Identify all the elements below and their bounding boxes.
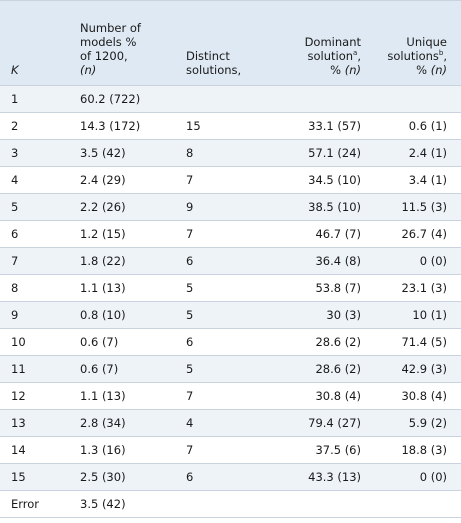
cell-models: 3.5 (42) — [66, 140, 166, 167]
cell-models: 1.3 (16) — [66, 437, 166, 464]
cell-k: 1 — [0, 86, 66, 113]
cell-k: Error — [0, 491, 66, 518]
cell-models: 60.2 (722) — [66, 86, 166, 113]
cell-unique: 71.4 (5) — [367, 329, 461, 356]
cell-k: 14 — [0, 437, 66, 464]
table-row — [0, 491, 461, 518]
cell-unique: 0.6 (1) — [367, 113, 461, 140]
cell-unique: 5.9 (2) — [367, 410, 461, 437]
cell-k: 15 — [0, 464, 66, 491]
table-row — [0, 113, 461, 140]
cell-distinct: 7 — [166, 383, 262, 410]
cell-k: 2 — [0, 113, 66, 140]
cell-dominant: 28.6 (2) — [262, 329, 367, 356]
cell-distinct: 8 — [166, 140, 262, 167]
cell-dominant: 28.6 (2) — [262, 356, 367, 383]
cell-models: 1.8 (22) — [66, 248, 166, 275]
cell-dominant: 53.8 (7) — [262, 275, 367, 302]
cell-distinct: 6 — [166, 464, 262, 491]
cell-unique: 11.5 (3) — [367, 194, 461, 221]
cell-models: 0.6 (7) — [66, 329, 166, 356]
table-row — [0, 194, 461, 221]
cell-dominant: 43.3 (13) — [262, 464, 367, 491]
cell-unique — [367, 491, 461, 518]
cell-unique: 18.8 (3) — [367, 437, 461, 464]
cell-unique: 2.4 (1) — [367, 140, 461, 167]
table-row — [0, 356, 461, 383]
cell-unique: 42.9 (3) — [367, 356, 461, 383]
cell-unique: 0 (0) — [367, 464, 461, 491]
cell-dominant: 38.5 (10) — [262, 194, 367, 221]
cell-models: 14.3 (172) — [66, 113, 166, 140]
cell-k: 11 — [0, 356, 66, 383]
table-row — [0, 140, 461, 167]
table-row — [0, 275, 461, 302]
cell-k: 3 — [0, 140, 66, 167]
cell-dominant: 46.7 (7) — [262, 221, 367, 248]
cell-dominant: 36.4 (8) — [262, 248, 367, 275]
cell-models: 3.5 (42) — [66, 491, 166, 518]
cell-models: 0.6 (7) — [66, 356, 166, 383]
cell-models: 1.1 (13) — [66, 275, 166, 302]
header-row — [0, 1, 461, 86]
cell-unique: 30.8 (4) — [367, 383, 461, 410]
cell-k: 8 — [0, 275, 66, 302]
cell-k: 10 — [0, 329, 66, 356]
header-k: K — [0, 1, 66, 86]
table-body — [0, 86, 461, 518]
cell-unique: 23.1 (3) — [367, 275, 461, 302]
cell-unique — [367, 86, 461, 113]
cell-distinct — [166, 86, 262, 113]
cell-models: 1.2 (15) — [66, 221, 166, 248]
cell-dominant: 79.4 (27) — [262, 410, 367, 437]
cell-models: 0.8 (10) — [66, 302, 166, 329]
cell-models: 2.8 (34) — [66, 410, 166, 437]
table-row — [0, 329, 461, 356]
cell-unique: 26.7 (4) — [367, 221, 461, 248]
cell-distinct: 15 — [166, 113, 262, 140]
cell-distinct: 6 — [166, 248, 262, 275]
cell-models: 2.4 (29) — [66, 167, 166, 194]
table-row — [0, 410, 461, 437]
cell-k: 9 — [0, 302, 66, 329]
cell-unique: 10 (1) — [367, 302, 461, 329]
cell-k: 6 — [0, 221, 66, 248]
cell-unique: 3.4 (1) — [367, 167, 461, 194]
cell-distinct — [166, 491, 262, 518]
table-row — [0, 302, 461, 329]
cell-dominant — [262, 86, 367, 113]
cell-models: 1.1 (13) — [66, 383, 166, 410]
cell-dominant: 33.1 (57) — [262, 113, 367, 140]
table-row — [0, 221, 461, 248]
table-row — [0, 437, 461, 464]
cell-k: 13 — [0, 410, 66, 437]
table-row — [0, 86, 461, 113]
cell-distinct: 9 — [166, 194, 262, 221]
cell-k: 5 — [0, 194, 66, 221]
cell-dominant: 37.5 (6) — [262, 437, 367, 464]
cell-k: 12 — [0, 383, 66, 410]
cell-distinct: 5 — [166, 275, 262, 302]
cell-dominant: 30 (3) — [262, 302, 367, 329]
header-unique: Unique solutions$^b$, % (n) — [367, 1, 461, 86]
cell-dominant: 57.1 (24) — [262, 140, 367, 167]
cell-k: 4 — [0, 167, 66, 194]
cell-distinct: 5 — [166, 356, 262, 383]
footnote-a: a — [353, 49, 358, 58]
table-row — [0, 248, 461, 275]
cell-distinct: 7 — [166, 437, 262, 464]
cell-distinct: 5 — [166, 302, 262, 329]
footnote-b: b — [438, 49, 444, 58]
header-distinct: Distinct solutions, — [166, 1, 262, 86]
cell-dominant: 34.5 (10) — [262, 167, 367, 194]
table-row — [0, 167, 461, 194]
cell-unique: 0 (0) — [367, 248, 461, 275]
cell-dominant — [262, 491, 367, 518]
header-models: Number of models % of 1200, (n) — [66, 1, 166, 86]
cell-k: 7 — [0, 248, 66, 275]
cell-distinct: 4 — [166, 410, 262, 437]
cell-dominant: 30.8 (4) — [262, 383, 367, 410]
cell-distinct: 7 — [166, 167, 262, 194]
table-header — [0, 1, 461, 86]
table-row — [0, 464, 461, 491]
cell-models: 2.5 (30) — [66, 464, 166, 491]
cell-distinct: 6 — [166, 329, 262, 356]
header-dominant: Dominant solution$^a$, % (n) — [262, 1, 367, 86]
table-row — [0, 383, 461, 410]
cell-distinct: 7 — [166, 221, 262, 248]
cell-models: 2.2 (26) — [66, 194, 166, 221]
